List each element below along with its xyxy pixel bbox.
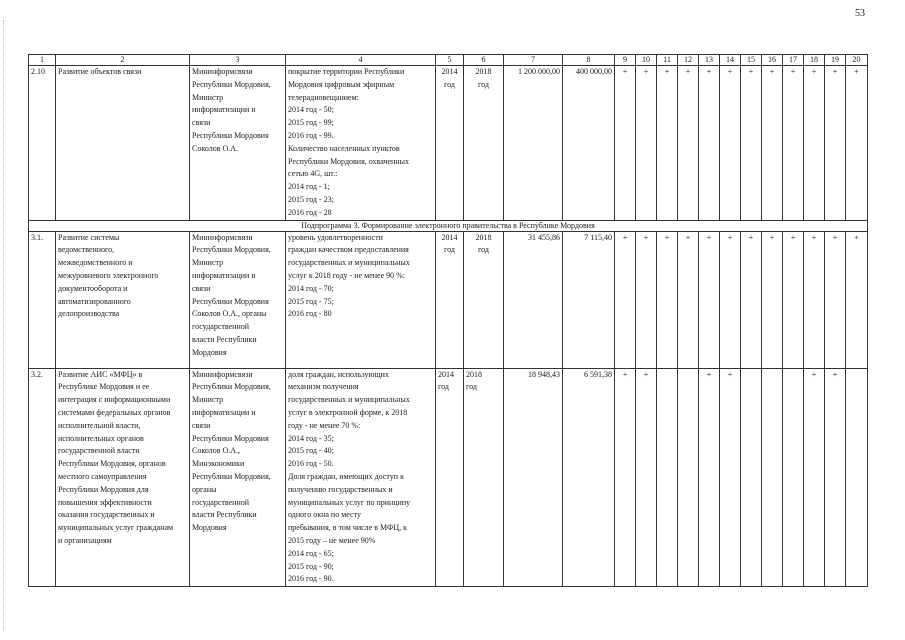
mark-cell: + bbox=[783, 66, 804, 221]
measure-name: Развитие системы ведомственного, межведомственного и межуровневого электронного документооборота и автоматизированного делопроизводства bbox=[56, 231, 190, 368]
col-number: 16 bbox=[762, 55, 783, 66]
mark-cell bbox=[657, 368, 678, 587]
mark-cell: + bbox=[678, 231, 699, 368]
table-row bbox=[29, 66, 868, 221]
row-number: 3.2. bbox=[29, 368, 56, 587]
col-number: 20 bbox=[846, 55, 868, 66]
mark-cell bbox=[762, 368, 783, 587]
end-year: 2018 год bbox=[464, 368, 504, 587]
funding-total: 31 455,86 bbox=[504, 231, 563, 368]
col-number: 6 bbox=[464, 55, 504, 66]
table-row bbox=[29, 231, 868, 368]
indicator-cell: покрытие территории Республики Мордовия цифровым эфирным телерадиовещанием: 2014 год - 50; 2015 год - 99; 2016 год - 99. Количество населенных пунктов Республики Мордовия, охваченных сетью 4G, шт.: 2014 год - 1; 2015 год - 23; 2016 год - 28 bbox=[286, 66, 436, 221]
col-number: 18 bbox=[804, 55, 825, 66]
mark-cell: + bbox=[804, 66, 825, 221]
col-number: 12 bbox=[678, 55, 699, 66]
mark-cell: + bbox=[762, 66, 783, 221]
mark-cell: + bbox=[636, 368, 657, 587]
start-year: 2014 год bbox=[436, 368, 464, 587]
funding-part: 400 000,00 bbox=[563, 66, 615, 221]
funding-part: 7 115,40 bbox=[563, 231, 615, 368]
col-number: 17 bbox=[783, 55, 804, 66]
mark-cell: + bbox=[783, 231, 804, 368]
col-number: 13 bbox=[699, 55, 720, 66]
mark-cell: + bbox=[636, 66, 657, 221]
executor-cell: Мининформсвязи Республики Мордовия, Министр информатизации и связи Республики Мордовия Соколов О.А. bbox=[190, 66, 286, 221]
mark-cell: + bbox=[825, 66, 846, 221]
mark-cell: + bbox=[636, 231, 657, 368]
indicator-cell: доля граждан, использующих механизм получения государственных и муниципальных услуг в электронной форме, к 2018 году - не менее 70 %: 2014 год - 35; 2015 год - 40; 2016 год - 50. Доля граждан, имеющих доступ к получению государственных и муниципальных услуг по принципу одного окна по месту пребывания, в том числе в МФЦ, к 2015 году – не менее 90% 2014 год - 65; 2015 год - 90; 2016 год - 90. bbox=[286, 368, 436, 587]
mark-cell: + bbox=[720, 231, 741, 368]
start-year: 2014 год bbox=[436, 231, 464, 368]
mark-cell: + bbox=[657, 66, 678, 221]
mark-cell: + bbox=[762, 231, 783, 368]
mark-cell: + bbox=[699, 66, 720, 221]
end-year: 2018 год bbox=[464, 66, 504, 221]
mark-cell: + bbox=[741, 231, 762, 368]
mark-cell bbox=[678, 368, 699, 587]
col-number: 15 bbox=[741, 55, 762, 66]
col-number: 14 bbox=[720, 55, 741, 66]
mark-cell: + bbox=[699, 231, 720, 368]
mark-cell: + bbox=[678, 66, 699, 221]
mark-cell: + bbox=[846, 231, 868, 368]
subprogram-title: Подпрограмма 3. Формирование электронного правительства в Республике Мордовия bbox=[29, 220, 868, 231]
mark-cell: + bbox=[825, 231, 846, 368]
col-number: 19 bbox=[825, 55, 846, 66]
funding-total: 1 200 000,00 bbox=[504, 66, 563, 221]
measure-name: Развитие АИС «МФЦ» в Республике Мордовия и ее интеграция с информационными системами федеральных органов исполнительной власти, исполнительных органов государственной власти Республики Мордовия, органов местного самоуправления Республики Мордовия для повышения эффективности оказания государственных и муниципальных услуг гражданам и организациям bbox=[56, 368, 190, 587]
measure-name: Развитие объектов связи bbox=[56, 66, 190, 221]
executor-cell: Мининформсвязи Республики Мордовия, Министр информатизации и связи Республики Мордовия Соколов О.А., Минэкономики Республики Мордовия, органы государственной власти Республики Мордовия bbox=[190, 368, 286, 587]
col-number: 7 bbox=[504, 55, 563, 66]
page-number: 53 bbox=[855, 8, 865, 19]
end-year: 2018 год bbox=[464, 231, 504, 368]
mark-cell: + bbox=[720, 368, 741, 587]
binding-margin bbox=[3, 20, 8, 630]
executor-cell: Мининформсвязи Республики Мордовия, Министр информатизации и связи Республики Мордовия Соколов О.А., органы государственной власти Республики Мордовия bbox=[190, 231, 286, 368]
program-table bbox=[28, 54, 868, 587]
mark-cell: + bbox=[804, 368, 825, 587]
col-number: 3 bbox=[190, 55, 286, 66]
subprogram-row bbox=[29, 220, 868, 231]
mark-cell bbox=[741, 368, 762, 587]
mark-cell: + bbox=[615, 66, 636, 221]
mark-cell: + bbox=[720, 66, 741, 221]
mark-cell bbox=[783, 368, 804, 587]
mark-cell bbox=[846, 368, 868, 587]
indicator-cell: уровень удовлетворенности граждан качеством предоставления государственных и муниципальных услуг к 2018 году - не менее 90 %: 2014 год - 70; 2015 год - 75; 2016 год - 80 bbox=[286, 231, 436, 368]
start-year: 2014 год bbox=[436, 66, 464, 221]
col-number: 9 bbox=[615, 55, 636, 66]
col-number: 8 bbox=[563, 55, 615, 66]
row-number: 3.1. bbox=[29, 231, 56, 368]
col-number: 1 bbox=[29, 55, 56, 66]
mark-cell: + bbox=[804, 231, 825, 368]
funding-part: 6 591,38 bbox=[563, 368, 615, 587]
col-number: 4 bbox=[286, 55, 436, 66]
mark-cell: + bbox=[699, 368, 720, 587]
mark-cell: + bbox=[615, 231, 636, 368]
table-row bbox=[29, 368, 868, 587]
mark-cell: + bbox=[825, 368, 846, 587]
mark-cell: + bbox=[741, 66, 762, 221]
row-number: 2.10 bbox=[29, 66, 56, 221]
column-number-row bbox=[29, 55, 868, 66]
col-number: 5 bbox=[436, 55, 464, 66]
col-number: 2 bbox=[56, 55, 190, 66]
funding-total: 18 948,43 bbox=[504, 368, 563, 587]
col-number: 11 bbox=[657, 55, 678, 66]
col-number: 10 bbox=[636, 55, 657, 66]
mark-cell: + bbox=[615, 368, 636, 587]
mark-cell: + bbox=[657, 231, 678, 368]
mark-cell: + bbox=[846, 66, 868, 221]
